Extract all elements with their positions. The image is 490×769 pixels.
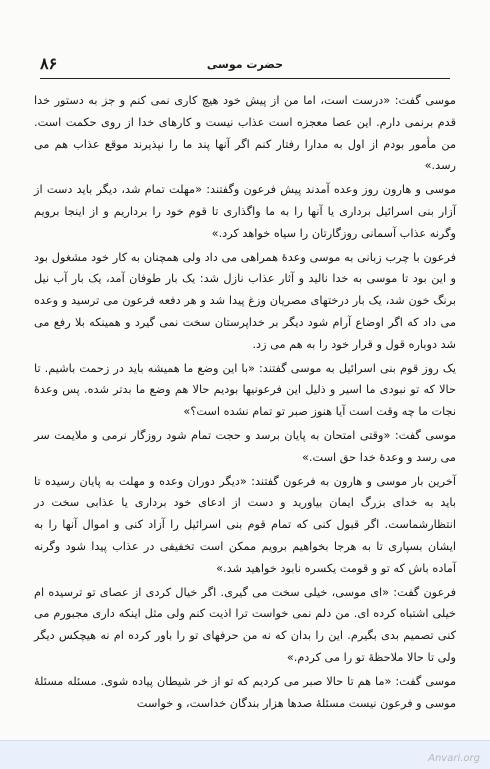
- watermark: Anvari.org: [428, 753, 480, 764]
- page-number: ۸۶: [40, 54, 58, 73]
- paragraph: موسی و هارون روز وعده آمدند پیش فرعون وگفتند: «مهلت تمام شد، دیگر باید دست از آزار بنی اسرائیل برداری یا آنها را به ما واگذاری تا قوم خود را برداریم و از اینجا برویم وگرنه عذاب آسمانی روزگارتان را سیاه خواهد کرد.»: [34, 183, 456, 240]
- paragraph: فرعون با چرب زبانی به موسی وعدهٔ همراهی می داد ولی همچنان به کار خود مشغول بود و این بود تا موسی به خدا نالید و آثار عذاب نازل شد: یک بار طوفان آمد، یک بار آب نیل برنگ خون شد، یک بار درختهای مصریان وزغ پیدا شد و هر دفعه فرعون می ترسید و وعده می داد که اگر اوضاع آرام شود دیگر بر خداپرستان سخت نمی گیرد و همینکه بلا رفع می شد دوباره قول و قرار خود را به هم می زد.: [34, 250, 456, 351]
- paragraph: آخرین بار موسی و هارون به فرعون گفتند: «دیگر دوران وعده و مهلت به پایان رسیده تا باید به خدای بزرگ ایمان بیاورید و دست از ادعای خود برداری یا عذابی سخت در انتظارشماست. اگر قبول کنی که تمام قوم بنی اسرائیل را آزاد کنی و اموال آنها را به ایشان بسپاری تا به هرجا بخواهیم برویم ممکن است تخفیفی در عذاب پیدا شود وگرنه آماده باش که تو و قومت یکسره نابود خواهید شد.»: [34, 474, 456, 575]
- viewer-footer: [0, 740, 490, 769]
- paragraph: فرعون گفت: «ای موسی، خیلی سخت می گیری. اگر خیال کردی از عصای تو ترسیده ام خیلی اشتباه کرده ای. من دلم نمی خواست ترا اذیت کنم ولی مثل اینکه داری مجبورم می کنی تصمیم بدی بگیرم. این را بدان که نه من حرفهای تو را باور کرده ام نه هیچکس دیگر ولی تا حالا ملاحظهٔ تو را می کردم.»: [34, 585, 456, 664]
- running-title: حضرت موسی: [206, 58, 284, 71]
- paragraph: موسی گفت: «وقتی امتحان به پایان برسد و حجت تمام شود روزگار نرمی و ملایمت سر می رسد و وعدهٔ خدا حق است.»: [34, 428, 456, 464]
- paragraph: یک روز قوم بنی اسرائیل به موسی گفتند: «با این وضع ما همیشه باید در زحمت باشیم. تا حالا که تو نبودی ما اسیر و ذلیل این فرعونیها بودیم حالا هم وضع ما بدتر شده. پس وعدهٔ نجات ما چه وقت است آیا هنوز صبر تو تمام نشده است؟»: [34, 361, 456, 419]
- page-header: [40, 52, 450, 79]
- paragraph: موسی گفت: «درست است، اما من از پیش خود هیچ کاری نمی کنم و جز به دستور خدا قدم برنمی دارم. این عصا معجزه است عذاب نیست و کارهای خدا از روی حکمت است. من مأمور بودم از اول به مدارا رفتار کنم اگر آنها پند ما را نپذیرند موقع عذاب هم می رسد.»: [34, 94, 456, 173]
- body-text: [34, 90, 456, 716]
- paragraph: موسی گفت: «ما هم تا حالا صبر می کردیم که تو از خر شیطان پیاده شوی. مسئله مسئلهٔ موسی و فرعون نیست مسئلهٔ صدها هزار بندگان خداست، و خواست: [34, 674, 456, 710]
